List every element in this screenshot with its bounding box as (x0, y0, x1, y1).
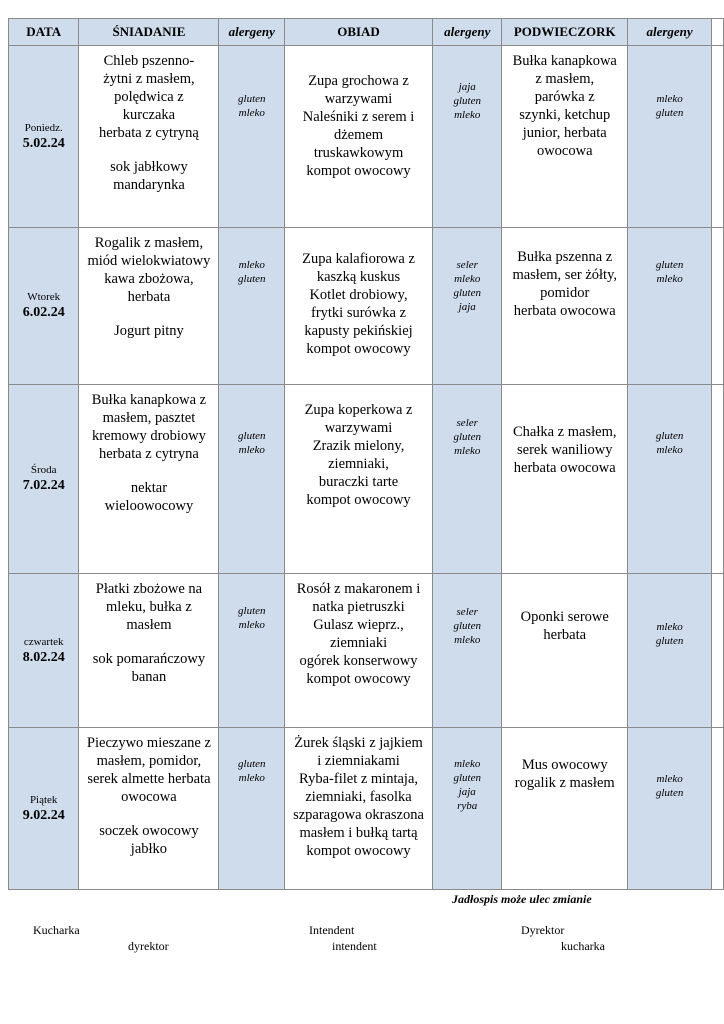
text-line: natka pietruszki (312, 599, 405, 615)
snack-text (502, 46, 627, 160)
text-line: jaja (458, 786, 476, 798)
text-line: żytni z masłem, (103, 71, 195, 87)
text-line: Płatki zbożowe na (95, 581, 203, 597)
snack-cell (502, 728, 628, 890)
text-line: jabłko (130, 841, 168, 857)
snack-cell (502, 385, 628, 574)
text-line: soczek owocowy (99, 823, 199, 839)
text-line: Kotlet drobiowy, (309, 287, 408, 303)
text-line: dżemem (333, 127, 384, 143)
lunch-text (285, 46, 432, 180)
text-line: gluten (453, 431, 481, 443)
text-line: gluten (453, 287, 481, 299)
text-line: truskawkowym (313, 145, 404, 161)
line-gap (83, 142, 214, 158)
day-cell (9, 385, 79, 574)
snack-allergens-cell (627, 228, 711, 385)
text-line: kremowy drobiowy (91, 428, 206, 444)
text-line: z masłem, (535, 71, 595, 87)
lunch-cell (285, 728, 433, 890)
text-line: miód wielokwiatowy (87, 253, 211, 269)
text-line: warzywami (324, 91, 393, 107)
breakfast-cell (79, 728, 219, 890)
day-cell (9, 574, 79, 728)
lunch-allergens-cell (432, 228, 502, 385)
text-line: banan (131, 669, 167, 685)
day-date: 5.02.24 (22, 135, 65, 151)
header-lunch: OBIAD (285, 19, 433, 46)
text-line: gluten (238, 758, 266, 770)
text-line: herbata owocowa (513, 303, 616, 319)
lunch-allergens (433, 574, 502, 647)
line-gap (83, 306, 214, 322)
text-line: mleko (238, 444, 265, 456)
menu-change-note: Jadłospis może ulec zmianie (452, 892, 592, 906)
text-line: masłem (126, 617, 172, 633)
text-line: Chleb pszenno- (103, 53, 195, 69)
breakfast-allergens-cell (219, 46, 285, 228)
snack-allergens (628, 385, 711, 457)
text-line: serek almette herbata (87, 771, 211, 787)
text-line: herbata (543, 627, 587, 643)
text-line: Zupa kalafiorowa z (302, 251, 415, 267)
day-date: 6.02.24 (22, 305, 65, 320)
text-line: jaja (458, 301, 476, 313)
breakfast-text (79, 46, 218, 194)
text-line: herbata owocowa (513, 460, 616, 476)
text-line: gluten (453, 772, 481, 784)
text-line: Zupa grochowa z (308, 73, 409, 89)
text-line: seler (456, 606, 478, 618)
signature-dyrektor-title: Dyrektor (521, 923, 565, 937)
text-line: Ryba-filet z mintaja, (299, 771, 419, 787)
text-line: mleko (454, 758, 481, 770)
text-line: masłem, pasztet (102, 410, 196, 426)
signature-dyrektor-sub: dyrektor (128, 939, 169, 953)
text-line: szparagowa okraszona (293, 807, 424, 823)
text-line: sok jabłkowy (110, 159, 188, 175)
text-line: sok pomarańczowy (92, 651, 206, 667)
text-line: owocowa (121, 789, 177, 805)
text-line: masłem, ser żółty, (512, 267, 618, 283)
lunch-cell (285, 46, 433, 228)
text-line: mleko (656, 444, 683, 456)
text-line: gluten (238, 605, 266, 617)
snack-text (502, 385, 627, 477)
text-line: kapusty pekińskiej (304, 323, 413, 339)
day-cell (9, 728, 79, 890)
extra-cell (712, 385, 724, 574)
text-line: kompot owocowy (306, 671, 411, 687)
text-line: Bułka pszenna z (517, 249, 613, 265)
lunch-allergens (433, 728, 502, 813)
text-line: Żurek śląski z jajkiem (294, 735, 423, 751)
lunch-cell (285, 228, 433, 385)
text-line: herbata z cytryna (99, 446, 199, 462)
text-line: kompot owocowy (306, 341, 411, 357)
day-row (9, 46, 724, 228)
text-line: pomidor (540, 285, 590, 301)
day-name: Środa (30, 464, 57, 476)
header-date: DATA (9, 19, 79, 46)
day-row (9, 728, 724, 890)
extra-cell (712, 228, 724, 385)
lunch-allergens (433, 385, 502, 458)
text-line: gluten (655, 107, 684, 119)
snack-text (502, 228, 627, 320)
text-line: Chałka z masłem, (512, 424, 617, 440)
signature-kucharka-title: Kucharka (33, 923, 80, 937)
text-line: i ziemniakami (317, 753, 400, 769)
text-line: ryba (457, 800, 478, 812)
text-line: frytki surówka z (311, 305, 407, 321)
text-line: polędwica z (114, 89, 184, 105)
header-extra (712, 19, 724, 46)
snack-allergens (628, 46, 711, 120)
text-line: gluten (238, 273, 266, 285)
lunch-allergens-cell (432, 385, 502, 574)
text-line: mandarynka (113, 177, 185, 193)
text-line: mleko (656, 773, 683, 785)
text-line: ziemniaki, fasolka (305, 789, 412, 805)
text-line: wieloowocowy (104, 498, 194, 514)
snack-allergens-cell (627, 385, 711, 574)
text-line: mleko (238, 107, 265, 119)
menu-body (9, 46, 724, 890)
line-gap (83, 463, 214, 479)
snack-allergens (628, 574, 711, 648)
day-date: 7.02.24 (22, 478, 65, 493)
text-line: ziemniaki, (328, 456, 389, 472)
text-line: masłem i bułką tartą (299, 825, 418, 841)
snack-cell (502, 46, 628, 228)
breakfast-allergens (219, 574, 284, 632)
text-line: kompot owocowy (306, 163, 411, 179)
day-cell (9, 46, 79, 228)
snack-cell (502, 574, 628, 728)
text-line: mleko (656, 621, 683, 633)
breakfast-allergens-cell (219, 728, 285, 890)
breakfast-allergens-cell (219, 385, 285, 574)
breakfast-text (79, 574, 218, 686)
text-line: Zrazik mielony, (312, 438, 405, 454)
breakfast-allergens (219, 228, 284, 286)
snack-allergens-cell (627, 46, 711, 228)
text-line: mleko (454, 109, 481, 121)
lunch-text (285, 574, 432, 688)
text-line: mleko (238, 772, 265, 784)
header-snack-allergens: alergeny (627, 19, 711, 46)
snack-text (502, 728, 627, 792)
text-line: serek waniliowy (517, 442, 613, 458)
text-line: mleko (238, 619, 265, 631)
signature-intendent-sub: intendent (332, 939, 377, 953)
text-line: gluten (453, 620, 481, 632)
extra-cell (712, 728, 724, 890)
line-gap (83, 634, 214, 650)
lunch-allergens-cell (432, 574, 502, 728)
text-line: herbata (127, 289, 171, 305)
breakfast-cell (79, 228, 219, 385)
header-breakfast: ŚNIADANIE (79, 19, 219, 46)
text-line: owocowa (536, 143, 593, 159)
text-line: warzywami (324, 420, 393, 436)
text-line: seler (456, 259, 478, 271)
breakfast-text (79, 728, 218, 858)
lunch-cell (285, 574, 433, 728)
day-name: Poniedz. (24, 121, 63, 134)
day-row (9, 574, 724, 728)
text-line: masłem, pomidor, (96, 753, 202, 769)
snack-allergens-cell (627, 574, 711, 728)
text-line: gluten (655, 635, 684, 647)
text-line: kompot owocowy (306, 843, 411, 859)
header-row (9, 19, 724, 46)
signature-kucharka-sub: kucharka (561, 939, 605, 953)
snack-cell (502, 228, 628, 385)
breakfast-text (79, 385, 218, 515)
day-name: Wtorek (27, 291, 61, 303)
breakfast-allergens (219, 728, 284, 785)
header-snack: PODWIECZORK (502, 19, 628, 46)
extra-cell (712, 574, 724, 728)
text-line: mleko (656, 93, 683, 105)
breakfast-cell (79, 574, 219, 728)
text-line: ogórek konserwowy (299, 653, 418, 669)
text-line: jaja (458, 81, 476, 93)
text-line: herbata z cytryną (99, 125, 199, 141)
text-line: Mus owocowy (521, 757, 608, 773)
text-line: kurczaka (122, 107, 176, 123)
lunch-allergens (433, 46, 502, 122)
text-line: Bułka kanapkowa (512, 53, 617, 69)
text-line: kaszką kuskus (316, 269, 401, 285)
day-cell (9, 228, 79, 385)
text-line: parówka z (534, 89, 595, 105)
text-line: szynki, ketchup (519, 107, 611, 123)
breakfast-allergens-cell (219, 574, 285, 728)
breakfast-allergens (219, 385, 284, 457)
text-line: rogalik z masłem (514, 775, 615, 791)
text-line: Oponki serowe (520, 609, 609, 625)
breakfast-cell (79, 46, 219, 228)
text-line: Gulasz wieprz., (313, 617, 404, 633)
text-line: Naleśniki z serem i (302, 109, 415, 125)
text-line: gluten (655, 787, 684, 799)
signature-intendent-title: Intendent (309, 923, 355, 937)
text-line: kawa zbożowa, (104, 271, 194, 287)
snack-allergens-cell (627, 728, 711, 890)
lunch-cell (285, 385, 433, 574)
breakfast-text (79, 228, 218, 340)
day-date: 8.02.24 (22, 649, 65, 665)
text-line: seler (456, 417, 478, 429)
text-line: mleko (454, 273, 481, 285)
text-line: buraczki tarte (318, 474, 399, 490)
text-line: Rosół z makaronem i (296, 581, 421, 597)
extra-cell (712, 46, 724, 228)
text-line: mleko (656, 273, 683, 285)
header-lunch-allergens: alergeny (432, 19, 502, 46)
text-line: gluten (655, 259, 684, 271)
text-line: Bułka kanapkowa z (91, 392, 207, 408)
header-breakfast-allergens: alergeny (219, 19, 285, 46)
text-line: mleko (238, 259, 265, 271)
text-line: Jogurt pitny (114, 323, 184, 339)
text-line: gluten (238, 93, 266, 105)
snack-allergens (628, 228, 711, 286)
text-line: nektar (130, 480, 168, 496)
menu-table (8, 18, 724, 890)
text-line: mleku, bułka z (106, 599, 192, 615)
lunch-allergens-cell (432, 46, 502, 228)
text-line: mleko (454, 445, 481, 457)
text-line: ziemniaki (329, 635, 388, 651)
day-row (9, 228, 724, 385)
lunch-text (285, 728, 432, 860)
breakfast-allergens (219, 46, 284, 120)
text-line: junior, herbata (522, 125, 607, 141)
breakfast-cell (79, 385, 219, 574)
text-line: Rogalik z masłem, (94, 235, 204, 251)
text-line: Zupa koperkowa z (304, 402, 413, 418)
day-date: 9.02.24 (22, 807, 65, 823)
lunch-allergens (433, 228, 502, 314)
lunch-text (285, 385, 432, 509)
day-row (9, 385, 724, 574)
text-line: mleko (454, 634, 481, 646)
lunch-allergens-cell (432, 728, 502, 890)
text-line: kompot owocowy (306, 492, 411, 508)
day-name: czwartek (23, 635, 64, 648)
text-line: gluten (655, 430, 684, 442)
breakfast-allergens-cell (219, 228, 285, 385)
lunch-text (285, 228, 432, 358)
text-line: Pieczywo mieszane z (86, 735, 211, 751)
snack-text (502, 574, 627, 644)
day-name: Piątek (29, 793, 58, 806)
text-line: gluten (453, 95, 481, 107)
text-line: gluten (238, 430, 266, 442)
line-gap (83, 806, 214, 822)
snack-allergens (628, 728, 711, 800)
